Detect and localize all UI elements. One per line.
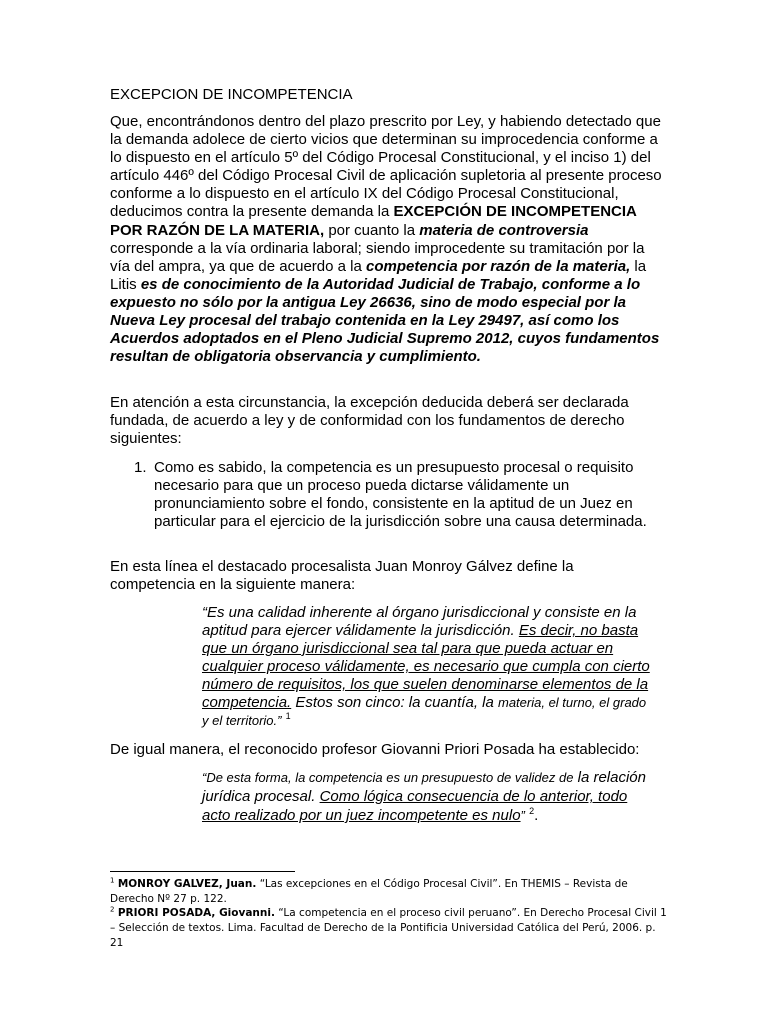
quote2-text-1: la relación jurídica procesal. [202, 769, 646, 805]
intro-text-1: Que, encontrándonos dentro del plazo prescrito por Ley, y habiendo detectado que la demanda adolece de cierto vicios que determinan su improcedencia conforme a lo dispuesto en el artículo 5º del Código Procesal Constitucional, y el inciso 1) del artículo 446º del Código Procesal Civil de aplicación supletoria al presente proceso conforme a lo dispuesto en el artículo IX del Código Procesal Constitucional, deducimos contra la presente demanda la [110, 113, 662, 221]
list-item-text: Como es sabido, la competencia es un presupuesto procesal o requisito necesario para que un proceso pueda dictarse válidamente un pronunciamiento sobre el fondo, consistente en la aptitud de un Juez en particular para el ejercicio de la jurisdicción sobre una causa determinada. [154, 459, 647, 530]
quote-open-mark: “ [202, 604, 207, 621]
intro-text-4: la Litis [110, 257, 647, 293]
quote1-text-2: Estos son cinco: la cuantía, la [291, 694, 498, 711]
footnote-ref-2[interactable]: 2 [529, 806, 535, 816]
quote1-small-text: materia, el turno, el grado y el territorio.” [202, 695, 647, 728]
quote-close-mark: ” [520, 808, 525, 823]
intro-paragraph [110, 113, 662, 366]
monroy-quote [202, 604, 654, 730]
footnote-2-author: PRIORI POSADA, Giovanni. [117, 907, 275, 919]
priori-intro-paragraph: De igual manera, el reconocido profesor Giovanni Priori Posada ha establecido: [110, 741, 640, 758]
footnote-1-mark: 1 [110, 876, 115, 885]
quote1-underlined: Es decir, no basta que un órgano jurisdiccional sea tal para que pueda actuar en cualquier proceso válidamente, es necesario que cumpla con cierto número de requisitos, los que suelen denominarse elementos de la competencia. [202, 622, 650, 711]
competencia-materia-emphasis: competencia por razón de la materia, [366, 257, 631, 275]
footnote-1-author: MONROY GALVEZ, Juan. [117, 878, 257, 890]
footnote-1-text: “Las excepciones en el Código Procesal Civil”. En THEMIS – Revista de Derecho Nº 27 p. 122. [110, 878, 628, 905]
quote1-text-1: Es una calidad inherente al órgano jurisdiccional y consiste en la aptitud para ejercer válidamente la jurisdicción. [202, 604, 637, 639]
footnote-2-text: “La competencia en el proceso civil peruano”. En Derecho Procesal Civil 1 – Selección de textos. Lima. Facultad de Derecho de la Pontificia Universidad Católica del Perú, 2006. p. 21 [110, 907, 667, 949]
quote2-end-period: . [534, 807, 539, 824]
intro-text-2: por cuanto la [324, 221, 420, 239]
priori-quote [202, 768, 654, 825]
footnote-separator [110, 871, 295, 872]
footnote-1 [110, 877, 670, 907]
list-item-number: 1. [134, 459, 147, 476]
materia-controversia-emphasis: materia de controversia [419, 221, 589, 239]
quote2-underlined: Como lógica consecuencia de lo anterior, todo acto realizado por un juez incompetente es nulo [202, 788, 628, 824]
intro-text-3: corresponde a la vía ordinaria laboral; siendo improcedente su tramitación por la vía del ampra, ya que de acuerdo a la [110, 239, 645, 275]
attention-paragraph: En atención a esta circunstancia, la excepción deducida deberá ser declarada fundada, de acuerdo a ley y de conformidad con los fundamentos de derecho siguientes: [110, 394, 629, 447]
monroy-intro-paragraph: En esta línea el destacado procesalista Juan Monroy Gálvez define la competencia en la siguiente manera: [110, 558, 574, 593]
quote2-small-text: “De esta forma, la competencia es un presupuesto de validez de [202, 770, 574, 785]
document-heading: EXCEPCION DE INCOMPETENCIA [110, 86, 353, 103]
exception-title-bold: EXCEPCIÓN DE INCOMPETENCIA POR RAZÓN DE LA MATERIA, [110, 203, 637, 239]
footnote-2-mark: 2 [110, 905, 115, 914]
autoridad-judicial-emphasis: es de conocimiento de la Autoridad Judicial de Trabajo, conforme a lo expuesto no sólo por la antigua Ley 26636, sino de modo especial por la Nueva Ley procesal del trabajo contenida en la Ley 29497, así como los Acuerdos adoptados en el Pleno Judicial Supremo 2012, cuyos fundamentos resultan de obligatoria observancia y cumplimiento. [110, 275, 660, 366]
footnote-2 [110, 906, 670, 951]
footnote-ref-1[interactable]: 1 [285, 711, 291, 721]
